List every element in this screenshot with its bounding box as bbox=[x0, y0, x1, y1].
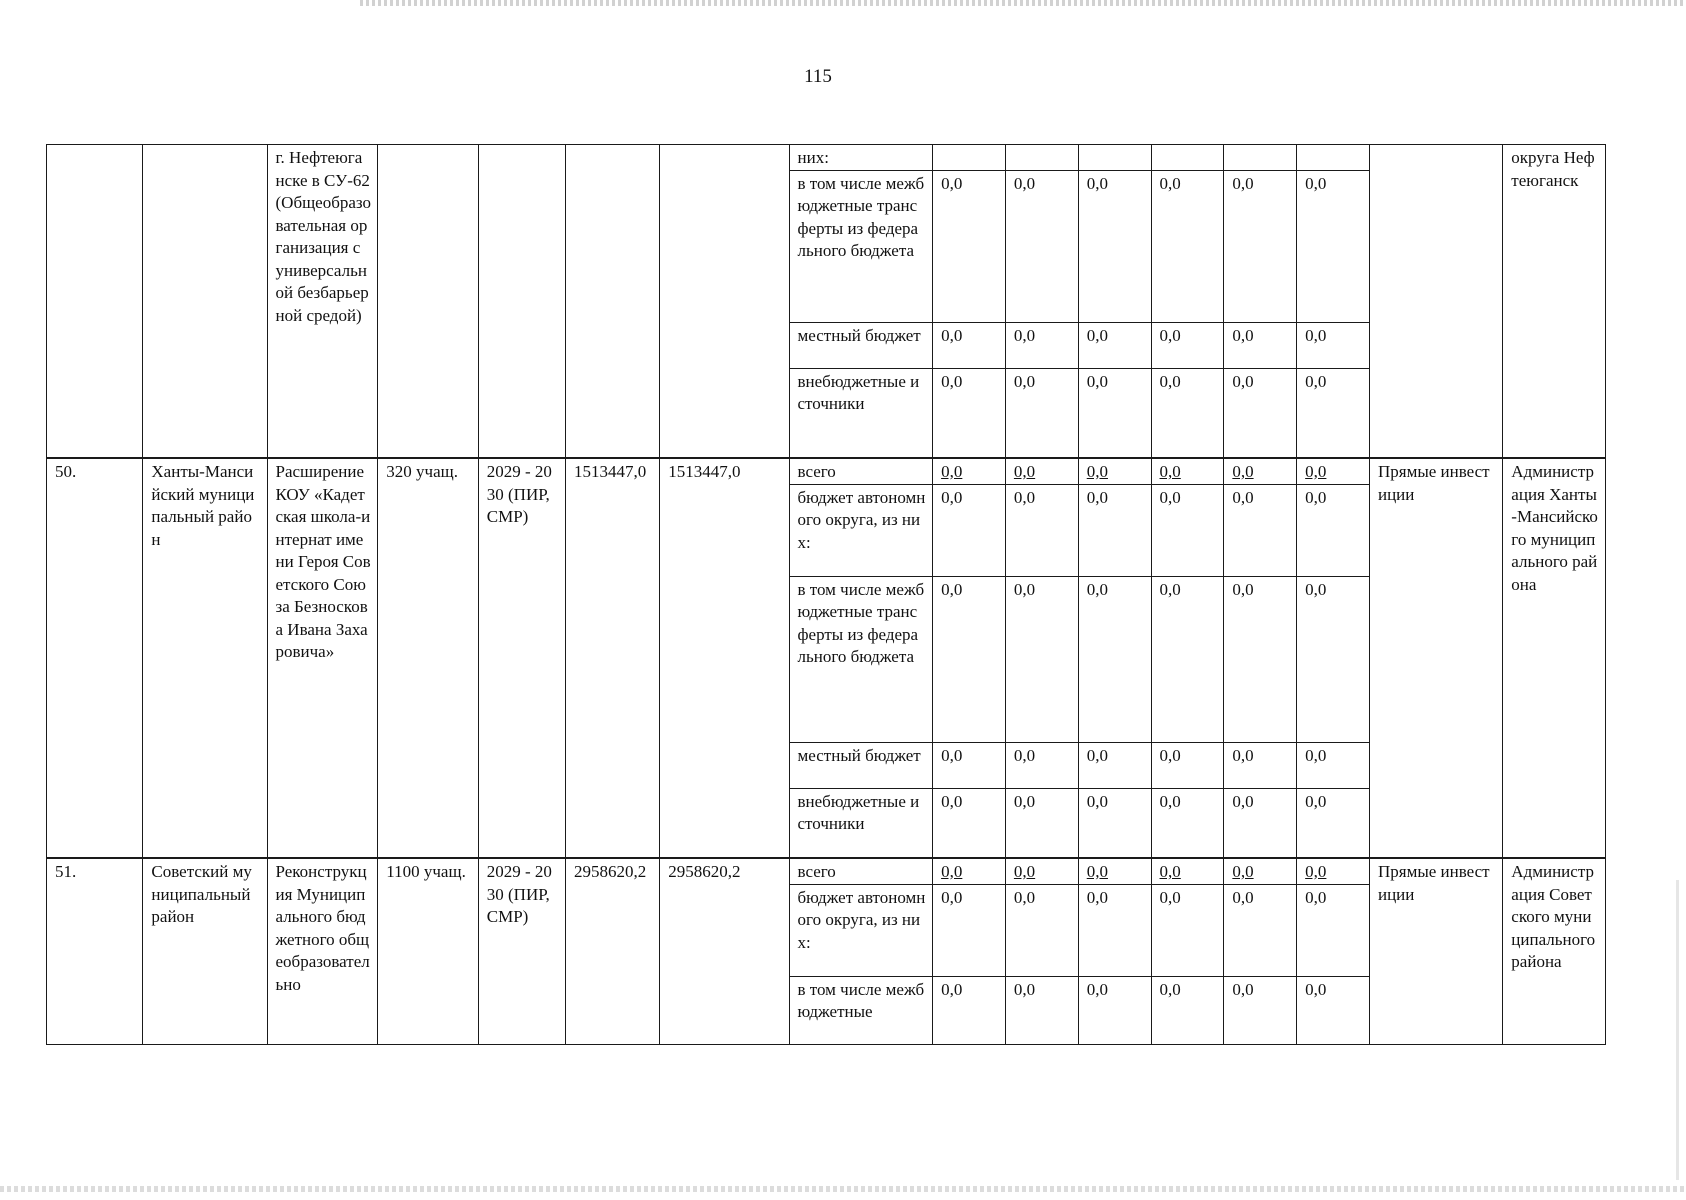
cell-value: 0,0 bbox=[1224, 368, 1297, 458]
cell-value: 0,0 bbox=[1151, 858, 1224, 884]
cell-years bbox=[478, 145, 565, 459]
cell-source: внебюджетные источники bbox=[789, 788, 933, 858]
cell-value: 0,0 bbox=[1297, 884, 1370, 976]
cell-source: в том числе межбюджетные трансферты из федерального бюджета bbox=[789, 576, 933, 742]
cell-capacity: 1100 учащ. bbox=[378, 858, 479, 1044]
cell-value: 0,0 bbox=[1005, 170, 1078, 322]
cell-remaining: 1513447,0 bbox=[660, 458, 789, 858]
cell-value: 0,0 bbox=[1297, 742, 1370, 788]
cell-value: 0,0 bbox=[1151, 576, 1224, 742]
table-row bbox=[47, 145, 1606, 171]
cell-value: 0,0 bbox=[1297, 576, 1370, 742]
cell-value: 0,0 bbox=[1078, 858, 1151, 884]
cell-cost bbox=[565, 145, 659, 459]
cell-value: 0,0 bbox=[1151, 742, 1224, 788]
investment-table bbox=[46, 144, 1606, 1045]
cell-value: 0,0 bbox=[933, 368, 1006, 458]
cell-source: всего bbox=[789, 858, 933, 884]
cell-value: 0,0 bbox=[1297, 458, 1370, 484]
cell-value: 0,0 bbox=[1005, 322, 1078, 368]
cell-source: всего bbox=[789, 458, 933, 484]
cell-municipality: Ханты-Мансийский муниципальный район bbox=[143, 458, 267, 858]
cell-value: 0,0 bbox=[933, 484, 1006, 576]
cell-value: 0,0 bbox=[933, 858, 1006, 884]
cell-value: 0,0 bbox=[1078, 368, 1151, 458]
cell-municipality bbox=[143, 145, 267, 459]
cell-value: 0,0 bbox=[1224, 742, 1297, 788]
cell-object: Реконструкция Муниципального бюджетного общеобразовательно bbox=[267, 858, 378, 1044]
cell-years: 2029 - 2030 (ПИР, СМР) bbox=[478, 858, 565, 1044]
cell-value: 0,0 bbox=[933, 322, 1006, 368]
cell-capacity bbox=[378, 145, 479, 459]
cell-value: 0,0 bbox=[1078, 884, 1151, 976]
page-number: 115 bbox=[804, 66, 832, 87]
scan-edge-bottom bbox=[0, 1186, 1686, 1192]
cell-value: 0,0 bbox=[1224, 884, 1297, 976]
cell-mechanism: Прямые инвестиции bbox=[1369, 858, 1502, 1044]
cell-value: 0,0 bbox=[933, 788, 1006, 858]
cell-value: 0,0 bbox=[1078, 742, 1151, 788]
cell-value: 0,0 bbox=[1078, 788, 1151, 858]
cell-value: 0,0 bbox=[1078, 170, 1151, 322]
scan-edge-top bbox=[360, 0, 1686, 6]
cell-value: 0,0 bbox=[1224, 858, 1297, 884]
cell-value: 0,0 bbox=[1297, 976, 1370, 1044]
cell-value: 0,0 bbox=[1005, 368, 1078, 458]
cell-mechanism bbox=[1369, 145, 1502, 459]
cell-value: 0,0 bbox=[1005, 788, 1078, 858]
cell-years: 2029 - 2030 (ПИР, СМР) bbox=[478, 458, 565, 858]
cell-value: 0,0 bbox=[1224, 170, 1297, 322]
cell-num bbox=[47, 145, 143, 459]
cell-responsible: Администрация Советского муниципального района bbox=[1503, 858, 1606, 1044]
cell-value: 0,0 bbox=[1151, 458, 1224, 484]
cell-value: 0,0 bbox=[1151, 884, 1224, 976]
cell-value: 0,0 bbox=[933, 742, 1006, 788]
scan-edge-right bbox=[1676, 880, 1679, 1180]
cell-value: 0,0 bbox=[1297, 484, 1370, 576]
cell-source: внебюджетные источники bbox=[789, 368, 933, 458]
cell-value: 0,0 bbox=[1297, 322, 1370, 368]
cell-value: 0,0 bbox=[933, 576, 1006, 742]
cell-value: 0,0 bbox=[1005, 858, 1078, 884]
table-row bbox=[47, 858, 1606, 884]
cell-object: г. Нефтеюганске в СУ-62 (Общеобразовательная организация с универсальной безбарьерной средой) bbox=[267, 145, 378, 459]
cell-source: бюджет автономного округа, из них: bbox=[789, 884, 933, 976]
cell-remaining: 2958620,2 bbox=[660, 858, 789, 1044]
cell-value: 0,0 bbox=[1151, 788, 1224, 858]
cell-value: 0,0 bbox=[1005, 976, 1078, 1044]
cell-value: 0,0 bbox=[1297, 170, 1370, 322]
cell-source: них: bbox=[789, 145, 933, 171]
cell-source: местный бюджет bbox=[789, 742, 933, 788]
cell-source: бюджет автономного округа, из них: bbox=[789, 484, 933, 576]
cell-num: 51. bbox=[47, 858, 143, 1044]
cell-remaining bbox=[660, 145, 789, 459]
cell-value: 0,0 bbox=[1005, 458, 1078, 484]
cell-value: 0,0 bbox=[1005, 576, 1078, 742]
cell-value: 0,0 bbox=[1224, 458, 1297, 484]
cell-municipality: Советский муниципальный район bbox=[143, 858, 267, 1044]
table-row bbox=[47, 458, 1606, 484]
cell-value: 0,0 bbox=[1224, 484, 1297, 576]
cell-value: 0,0 bbox=[1224, 788, 1297, 858]
cell-value: 0,0 bbox=[1151, 322, 1224, 368]
cell-value: 0,0 bbox=[1224, 322, 1297, 368]
cell-value: 0,0 bbox=[1151, 484, 1224, 576]
cell-value: 0,0 bbox=[1005, 484, 1078, 576]
cell-source: местный бюджет bbox=[789, 322, 933, 368]
cell-value: 0,0 bbox=[933, 458, 1006, 484]
cell-value: 0,0 bbox=[1224, 976, 1297, 1044]
cell-value: 0,0 bbox=[1005, 742, 1078, 788]
cell-num: 50. bbox=[47, 458, 143, 858]
cell-value: 0,0 bbox=[1224, 576, 1297, 742]
cell-object: Расширение КОУ «Кадетская школа-интернат имени Героя Советского Союза Безноскова Ивана Захаровича» bbox=[267, 458, 378, 858]
cell-value: 0,0 bbox=[1078, 976, 1151, 1044]
cell-source: в том числе межбюджетные трансферты из федерального бюджета bbox=[789, 170, 933, 322]
cell-value: 0,0 bbox=[1078, 484, 1151, 576]
cell-value: 0,0 bbox=[933, 884, 1006, 976]
cell-responsible: Администрация Ханты-Мансийского муниципального района bbox=[1503, 458, 1606, 858]
cell-cost: 1513447,0 bbox=[565, 458, 659, 858]
cell-value: 0,0 bbox=[1151, 976, 1224, 1044]
cell-value: 0,0 bbox=[1151, 368, 1224, 458]
cell-cost: 2958620,2 bbox=[565, 858, 659, 1044]
cell-mechanism: Прямые инвестиции bbox=[1369, 458, 1502, 858]
cell-capacity: 320 учащ. bbox=[378, 458, 479, 858]
cell-value: 0,0 bbox=[933, 976, 1006, 1044]
cell-value: 0,0 bbox=[1078, 576, 1151, 742]
cell-value: 0,0 bbox=[1151, 170, 1224, 322]
cell-value: 0,0 bbox=[1297, 788, 1370, 858]
cell-value: 0,0 bbox=[933, 170, 1006, 322]
cell-source: в том числе межбюджетные bbox=[789, 976, 933, 1044]
cell-value: 0,0 bbox=[1078, 458, 1151, 484]
cell-value: 0,0 bbox=[1005, 884, 1078, 976]
cell-responsible: округа Нефтеюганск bbox=[1503, 145, 1606, 459]
cell-value: 0,0 bbox=[1078, 322, 1151, 368]
cell-value: 0,0 bbox=[1297, 858, 1370, 884]
cell-value: 0,0 bbox=[1297, 368, 1370, 458]
